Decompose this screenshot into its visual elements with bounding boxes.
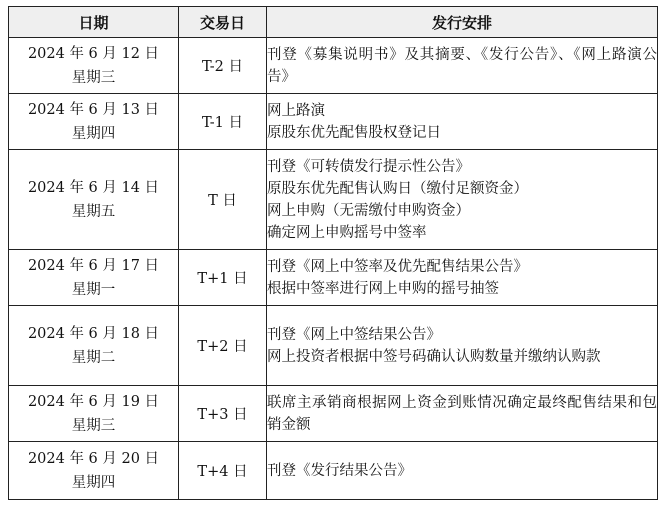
table-header-row — [9, 7, 658, 38]
table-row — [9, 94, 658, 150]
date-text: 2024 年 6 月 20 日 — [27, 450, 160, 467]
arrangement-item: 刊登《可转债发行提示性公告》 — [267, 158, 470, 175]
trade-day-cell: T+4 日 — [179, 442, 267, 500]
date-cell — [9, 306, 179, 386]
header-trade-day: 交易日 — [179, 7, 267, 38]
arrangement-item: 原股东优先配售认购日（缴付足额资金） — [267, 180, 528, 197]
trade-day-cell: T-1 日 — [179, 94, 267, 150]
arrangement-cell — [267, 442, 658, 500]
arrangement-item: 确定网上申购摇号中签率 — [267, 224, 427, 241]
trade-day-cell: T+1 日 — [179, 250, 267, 306]
date-cell — [9, 442, 179, 500]
weekday-text: 星期三 — [71, 69, 116, 86]
table-row — [9, 442, 658, 500]
date-text: 2024 年 6 月 19 日 — [27, 393, 160, 410]
weekday-text: 星期二 — [71, 349, 116, 366]
date-text: 2024 年 6 月 17 日 — [27, 257, 160, 274]
table-row — [9, 38, 658, 94]
arrangement-item: 刊登《网上中签率及优先配售结果公告》 — [267, 258, 528, 275]
arrangement-item: 刊登《发行结果公告》 — [267, 462, 412, 479]
header-arrangement: 发行安排 — [267, 7, 658, 38]
arrangement-item: 网上投资者根据中签号码确认认购数量并缴纳认购款 — [267, 348, 601, 365]
issuance-schedule-table — [8, 6, 658, 500]
date-text: 2024 年 6 月 14 日 — [27, 179, 160, 196]
arrangement-item: 网上路演 — [267, 102, 325, 119]
weekday-text: 星期三 — [71, 417, 116, 434]
table-row — [9, 306, 658, 386]
date-cell — [9, 386, 179, 442]
table-row — [9, 150, 658, 250]
arrangement-cell — [267, 94, 658, 150]
weekday-text: 星期一 — [71, 281, 116, 298]
date-text: 2024 年 6 月 18 日 — [27, 325, 160, 342]
table-row — [9, 386, 658, 442]
weekday-text: 星期五 — [71, 203, 116, 220]
table-row — [9, 250, 658, 306]
weekday-text: 星期四 — [71, 474, 116, 491]
trade-day-cell: T 日 — [179, 150, 267, 250]
arrangement-cell — [267, 386, 658, 442]
arrangement-item: 网上申购（无需缴付申购资金） — [267, 202, 470, 219]
arrangement-cell — [267, 38, 658, 94]
trade-day-cell: T+3 日 — [179, 386, 267, 442]
trade-day-cell: T-2 日 — [179, 38, 267, 94]
arrangement-item: 联席主承销商根据网上资金到账情况确定最终配售结果和包销金额 — [267, 394, 657, 433]
weekday-text: 星期四 — [71, 125, 116, 142]
date-cell — [9, 38, 179, 94]
arrangement-item: 根据中签率进行网上申购的摇号抽签 — [267, 280, 499, 297]
arrangement-item: 刊登《募集说明书》及其摘要、《发行公告》、《网上路演公告》 — [267, 46, 657, 85]
date-cell — [9, 94, 179, 150]
arrangement-item: 刊登《网上中签结果公告》 — [267, 326, 441, 343]
arrangement-cell — [267, 250, 658, 306]
date-text: 2024 年 6 月 12 日 — [27, 45, 160, 62]
date-cell — [9, 150, 179, 250]
arrangement-item: 原股东优先配售股权登记日 — [267, 124, 441, 141]
arrangement-cell — [267, 150, 658, 250]
header-date: 日期 — [9, 7, 179, 38]
date-text: 2024 年 6 月 13 日 — [27, 101, 160, 118]
trade-day-cell: T+2 日 — [179, 306, 267, 386]
date-cell — [9, 250, 179, 306]
arrangement-cell — [267, 306, 658, 386]
